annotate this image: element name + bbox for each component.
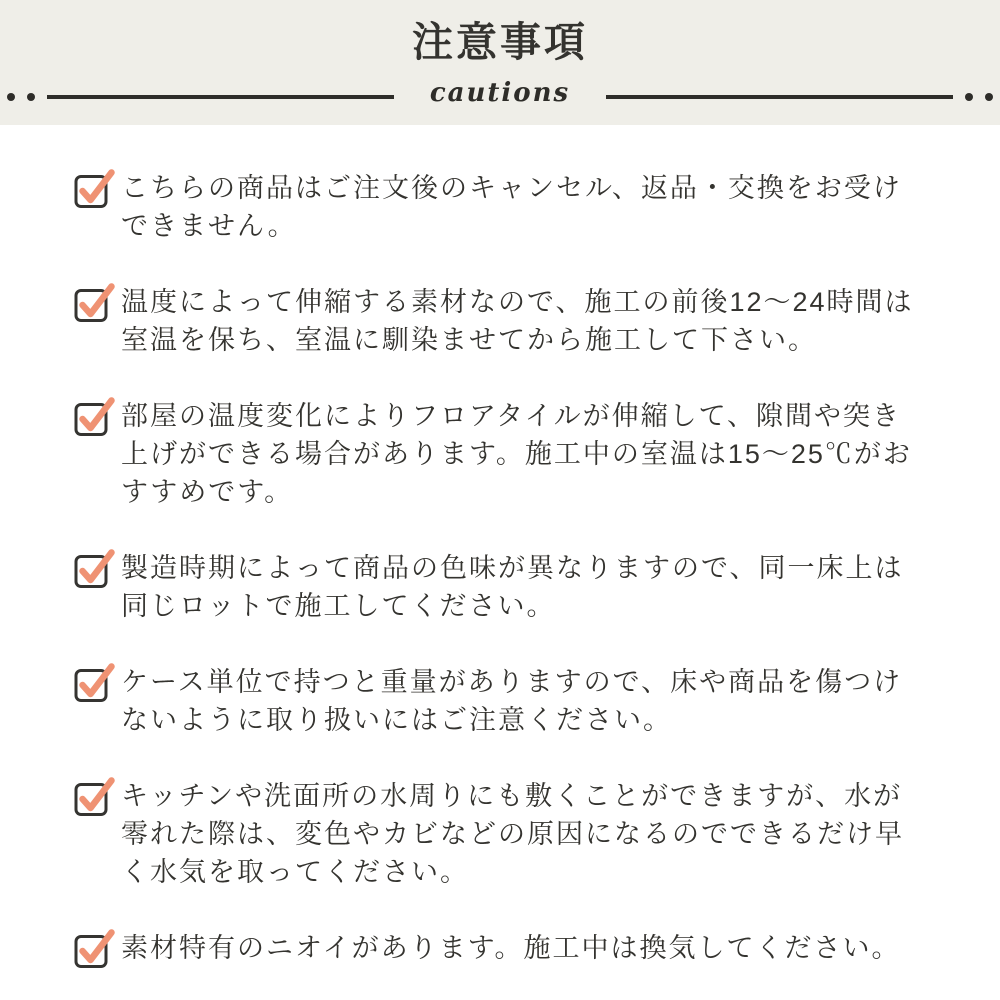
cautions-list (0, 125, 1000, 969)
caution-item (73, 397, 921, 511)
caution-item (73, 663, 921, 739)
caution-text: 製造時期によって商品の色味が異なりますので、同一床上は同じロットで施工してください。 (121, 553, 904, 621)
checked-checkbox-icon (73, 169, 115, 209)
caution-item (73, 169, 921, 245)
checked-checkbox-icon (73, 397, 115, 437)
caution-text: 素材特有のニオイがあります。施工中は換気してください。 (121, 933, 901, 963)
checked-checkbox-icon (73, 663, 115, 703)
caution-item (73, 777, 921, 891)
section-subtitle: cautions (429, 78, 571, 108)
checked-checkbox-icon (73, 283, 115, 323)
divider-line (606, 95, 953, 99)
section-title: 注意事項 (412, 19, 588, 65)
checked-checkbox-icon (73, 549, 115, 589)
caution-text: 部屋の温度変化によりフロアタイルが伸縮して、隙間や突き上げができる場合があります。施工中の室温は15〜25℃がおすすめです。 (121, 401, 912, 507)
caution-item (73, 929, 921, 969)
header-divider (0, 78, 1000, 110)
section-header (0, 0, 1000, 125)
caution-item (73, 283, 921, 359)
divider-line (47, 95, 394, 99)
caution-text: キッチンや洗面所の水周りにも敷くことができますが、水が零れた際は、変色やカビなどの原因になるのでできるだけ早く水気を取ってください。 (121, 781, 904, 887)
divider-dot (985, 93, 993, 101)
caution-text: こちらの商品はご注文後のキャンセル、返品・交換をお受けできません。 (121, 173, 902, 241)
caution-text: ケース単位で持つと重量がありますので、床や商品を傷つけないように取り扱いにはご注意ください。 (121, 667, 903, 735)
checked-checkbox-icon (73, 929, 115, 969)
divider-dot (27, 93, 35, 101)
caution-item (73, 549, 921, 625)
divider-dot (7, 93, 15, 101)
checked-checkbox-icon (73, 777, 115, 817)
divider-dot (965, 93, 973, 101)
caution-text: 温度によって伸縮する素材なので、施工の前後12〜24時間は室温を保ち、室温に馴染ませてから施工して下さい。 (121, 287, 914, 355)
